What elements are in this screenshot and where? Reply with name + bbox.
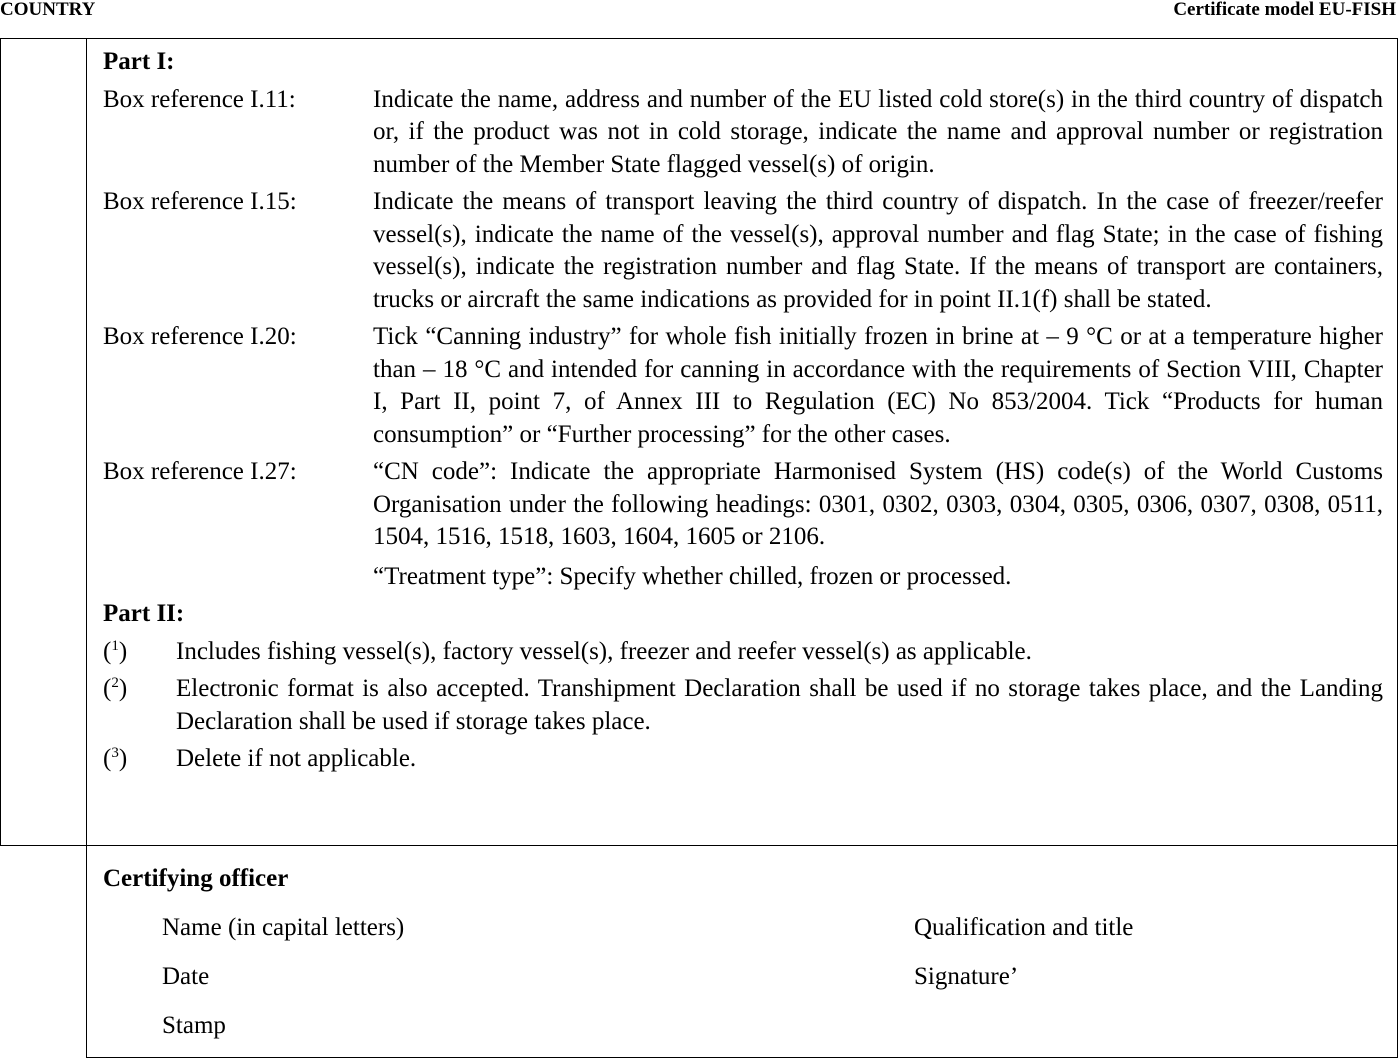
header-country: COUNTRY [0,0,96,20]
box-paragraph: Tick “Canning industry” for whole fish initially frozen in brine at – 9 °C or at a temperature higher than – 18 °C and intended for canning in accordance with the requirements of Section VIII, Chapter I, Part II, point 7, of Annex III to Regulation (EC) No 853/2004. Tick “Products for human consumption” or “Further processing” for the other cases. [373,323,1383,448]
footnote-text: Electronic format is also accepted. Transhipment Declaration shall be used if no storage takes place, and the Landing Declaration shall be used if storage takes place. [176,675,1383,735]
date-field-label: Date [162,963,210,990]
signature-field-label: Signature’ [914,963,1019,990]
box-reference-row [103,321,1383,451]
box-paragraph: Indicate the name, address and number of the EU listed cold store(s) in the third country of dispatch or, if the product was not in cold storage, indicate the name and approval number or registration number of the Member State flagged vessel(s) of origin. [373,85,1383,178]
box-reference-row [103,456,1383,593]
certifying-officer-section [103,863,1383,1039]
header-certificate-model: Certificate model EU-FISH [1173,0,1396,20]
certifying-officer-title: Certifying officer [103,865,289,892]
box-paragraph: “CN code”: Indicate the appropriate Harmonised System (HS) code(s) of the World Customs Organisation under the following headings: 0301, 0302, 0303, 0304, 0305, 0306, 0307, 0308, 0511, 1504, 1516, 1518, 1603, 1604, 1605 or 2106. [373,458,1383,550]
box-reference-label: Box reference I.11: [103,85,296,113]
footnote-marker: ($^1$) [103,637,128,665]
footnote-number: 3 [111,745,119,761]
box-reference-label: Box reference I.15: [103,188,297,215]
box-reference-text [373,456,1383,593]
footnote-marker: ($^2$) [103,675,128,702]
box-reference-row [103,84,1383,182]
stamp-field-label: Stamp [162,1012,226,1039]
box-paragraph: Indicate the means of transport leaving the third country of dispatch. In the case of freezer/reefer vessel(s), indicate the name of the vessel(s), approval number and flag State; in the case of fishing vessel(s), indicate the registration number and flag State. If the means of transport are containers, trucks or aircraft the same indications as provided for in point II.1(f) shall be stated. [373,188,1383,313]
box-reference-text [373,321,1383,451]
part1-heading: Part I: [103,48,175,75]
footnote-number: 1 [111,637,119,654]
notes-content [103,46,1383,776]
box-reference-label: Box reference I.27: [103,458,297,485]
footnote-marker: ($^3$) [103,745,128,772]
footnote-text: Includes fishing vessel(s), factory vessel(s), freezer and reefer vessel(s) as applicable. [176,637,1032,665]
name-field-label: Name (in capital letters) [162,914,405,941]
part2-heading: Part II: [103,600,185,627]
footnote-row [103,636,1383,669]
box-reference-row [103,186,1383,316]
footnote-row [103,673,1383,738]
footnote-number: 2 [111,675,119,691]
left-column-divider [86,38,87,846]
footnote-row [103,743,1383,776]
box-paragraph: “Treatment type”: Specify whether chilled, frozen or processed. [373,562,1012,590]
footnote-text: Delete if not applicable. [176,745,417,772]
qualification-field-label: Qualification and title [914,914,1134,941]
box-reference-label: Box reference I.20: [103,323,297,350]
box-reference-text [373,84,1383,182]
box-reference-text [373,186,1383,316]
